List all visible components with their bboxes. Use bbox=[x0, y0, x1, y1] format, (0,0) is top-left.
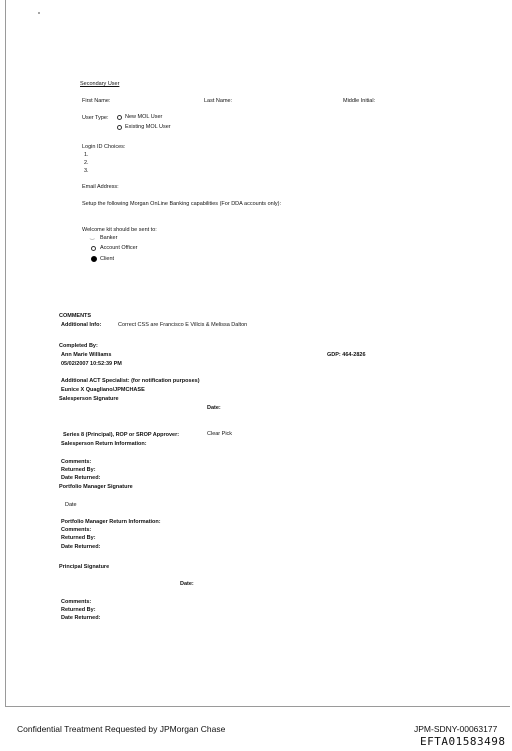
welcome-kit-radio-account-officer[interactable] bbox=[91, 246, 96, 251]
pm-return-label: Portfolio Manager Return Information: bbox=[61, 519, 161, 525]
salesperson-signature: Salesperson Signature bbox=[59, 396, 119, 402]
user-type-option-new: New MOL User bbox=[125, 114, 163, 120]
salesperson-date-label: Date: bbox=[207, 405, 221, 411]
left-border-line bbox=[5, 0, 6, 706]
login-id-label: Login ID Choices: bbox=[82, 144, 126, 150]
user-type-label: User Type: bbox=[82, 115, 109, 121]
gdp-number: GDP: 464-2826 bbox=[327, 352, 366, 358]
user-type-radio-new[interactable] bbox=[117, 115, 122, 120]
approver-label: Series 8 (Principal), ROP or SROP Approver: bbox=[63, 432, 180, 438]
welcome-kit-radio-client[interactable] bbox=[91, 256, 97, 262]
approver-value: Clear Pick bbox=[207, 431, 233, 437]
salesperson-return-label: Salesperson Return Information: bbox=[61, 441, 147, 447]
additional-info-label: Additional Info: bbox=[61, 322, 102, 328]
pm-returned-by-label: Returned By: bbox=[61, 535, 96, 541]
principal-comments-label: Comments: bbox=[61, 599, 92, 605]
welcome-kit-label: Welcome kit should be sent to: bbox=[82, 227, 157, 233]
scan-speck bbox=[38, 12, 40, 14]
principal-date-label: Date: bbox=[180, 581, 194, 587]
additional-info-value: Correct CSS are Francisco E Villcis & Melissa Dalton bbox=[118, 322, 248, 328]
salesperson-date-returned-label: Date Returned: bbox=[61, 475, 101, 481]
user-type-radio-existing[interactable] bbox=[117, 125, 122, 130]
confidential-footer: Confidential Treatment Requested by JPMorgan Chase bbox=[17, 724, 226, 734]
first-name-label: First Name: bbox=[82, 98, 111, 104]
login-id-number-2: 2. bbox=[84, 160, 89, 166]
principal-signature: Principal Signature bbox=[59, 564, 110, 570]
login-id-number-1: 1. bbox=[84, 152, 89, 158]
pm-date: Date bbox=[65, 502, 77, 508]
user-type-option-existing: Existing MOL User bbox=[125, 124, 171, 130]
pm-signature: Portfolio Manager Signature bbox=[59, 484, 133, 490]
banker-check-mark: ‿ bbox=[90, 234, 95, 240]
secondary-user-heading: Secondary User bbox=[80, 81, 120, 87]
welcome-kit-option-banker: Banker bbox=[100, 235, 118, 241]
act-specialist-label: Additional ACT Specialist: (for notification purposes) bbox=[61, 378, 200, 384]
login-id-number-3: 3. bbox=[84, 168, 89, 174]
setup-text: Setup the following Morgan OnLine Banking capabilities (For DDA accounts only): bbox=[82, 201, 282, 207]
bates-jpm-number: JPM-SDNY-00063177 bbox=[414, 724, 498, 734]
act-specialist-name: Eunice X Quagliano/JPMCHASE bbox=[61, 387, 145, 393]
last-name-label: Last Name: bbox=[204, 98, 233, 104]
bottom-border-line bbox=[5, 706, 510, 707]
completed-by-name: Ann Marie Williams bbox=[61, 352, 112, 358]
comments-heading: COMMENTS bbox=[59, 313, 92, 319]
welcome-kit-option-account-officer: Account Officer bbox=[100, 245, 138, 251]
welcome-kit-option-client: Client bbox=[100, 256, 115, 262]
salesperson-comments-label: Comments: bbox=[61, 459, 92, 465]
pm-comments-label: Comments: bbox=[61, 527, 92, 533]
middle-initial-label: Middle Initial: bbox=[343, 98, 376, 104]
completed-by-label: Completed By: bbox=[59, 343, 98, 349]
efta-number: EFTA01583498 bbox=[420, 735, 506, 748]
pm-date-returned-label: Date Returned: bbox=[61, 544, 101, 550]
salesperson-returned-by-label: Returned By: bbox=[61, 467, 96, 473]
principal-date-returned-label: Date Returned: bbox=[61, 615, 101, 621]
completed-datetime: 05/02/2007 10:52:39 PM bbox=[61, 361, 122, 367]
principal-returned-by-label: Returned By: bbox=[61, 607, 96, 613]
email-label: Email Address: bbox=[82, 184, 119, 190]
